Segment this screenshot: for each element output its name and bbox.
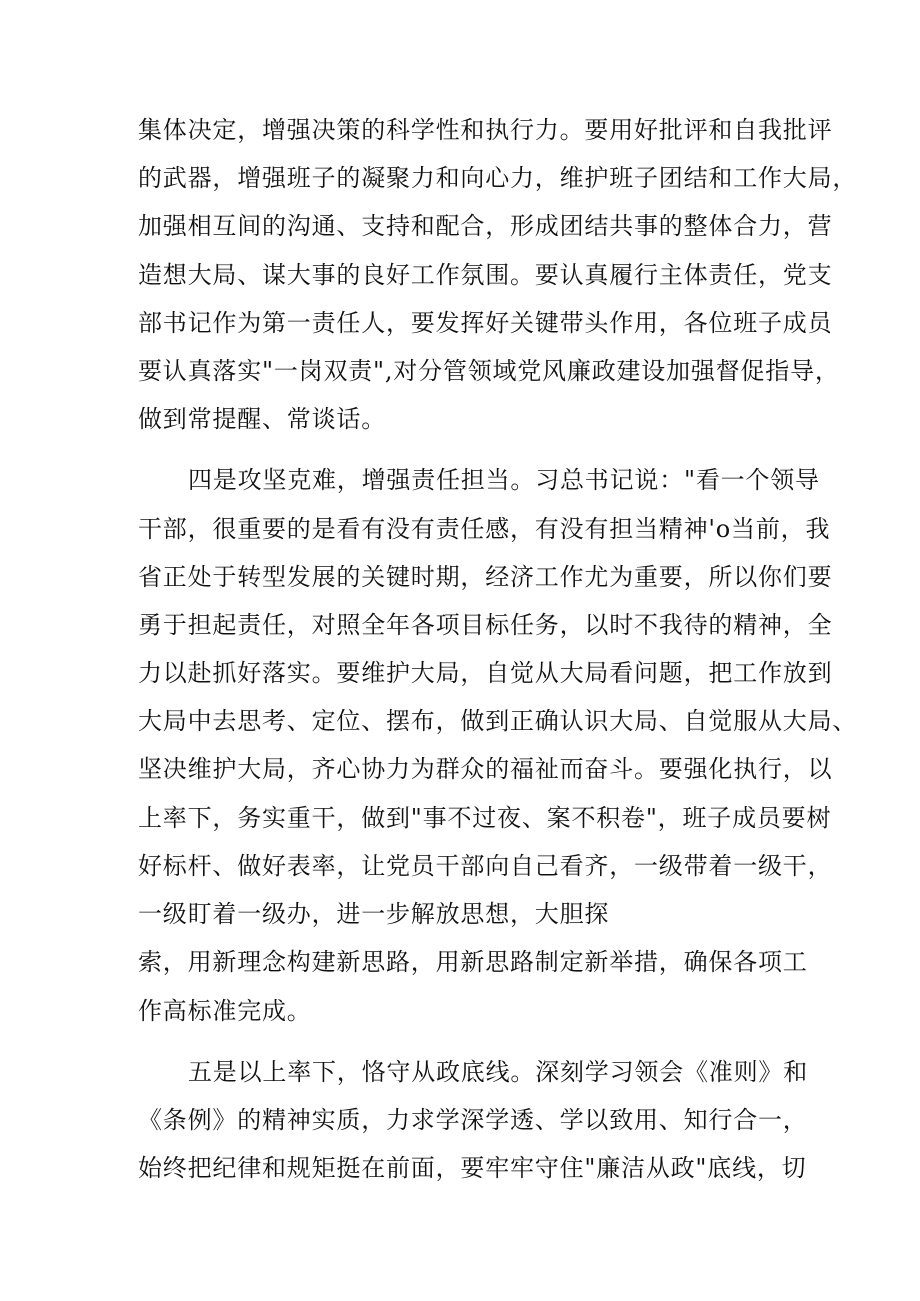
text-line: 《条例》的精神实质，力求学深学透、学以致用、知行合一， (138, 1106, 808, 1134)
text-line: 勇于担起责任，对照全年各项目标任务，以时不我待的精神，全 (138, 611, 833, 639)
text-line: 造想大局、谋大事的良好工作氛围。要认真履行主体责任，党支 (138, 261, 833, 289)
text-line: 加强相互间的沟通、支持和配合，形成团结共事的整体合力，营 (138, 212, 833, 240)
text-line: 要认真落实"一岗双责",对分管领域党风廉政建设加强督促指导， (138, 357, 840, 385)
text-line: 五是以上率下，恪守从政底线。深刻学习领会《准则》和 (188, 1058, 808, 1086)
text-line: 大局中去思考、定位、摆布，做到正确认识大局、自觉服从大局、 (138, 707, 858, 735)
text-line: 作高标准完成。 (138, 997, 312, 1025)
text-line: 省正处于转型发展的关键时期，经济工作尤为重要，所以你们要 (138, 563, 833, 591)
text-line: 上率下，务实重干，做到"事不过夜、案不积卷"，班子成员要树 (138, 804, 832, 832)
text-line: 一级盯着一级办，进一步解放思想，大胆探 (138, 900, 610, 928)
text-line: 部书记作为第一责任人，要发挥好关键带头作用，各位班子成员 (138, 309, 833, 337)
text-line: 力以赴抓好落实。要维护大局，自觉从大局看问题，把工作放到 (138, 659, 833, 687)
text-line: 始终把纪律和规矩挺在前面，要牢牢守住"廉洁从政"底线，切 (138, 1154, 807, 1182)
text-line: 的武器，增强班子的凝聚力和向心力，维护班子团结和工作大局， (138, 164, 858, 192)
text-line: 四是攻坚克难，增强责任担当。习总书记说："看一个领导 (188, 466, 820, 494)
text-line: 做到常提醒、常谈话。 (138, 405, 386, 433)
text-line: 集体决定，增强决策的科学性和执行力。要用好批评和自我批评 (138, 116, 833, 144)
text-line: 好标杆、做好表率，让党员干部向自己看齐，一级带着一级干， (138, 852, 833, 880)
text-line: 干部，很重要的是看有没有责任感，有没有担当精神'o当前，我 (138, 515, 831, 543)
text-line: 坚决维护大局，齐心协力为群众的福祉而奋斗。要强化执行，以 (138, 755, 833, 783)
text-line: 索，用新理念构建新思路，用新思路制定新举措，确保各项工 (138, 948, 808, 976)
